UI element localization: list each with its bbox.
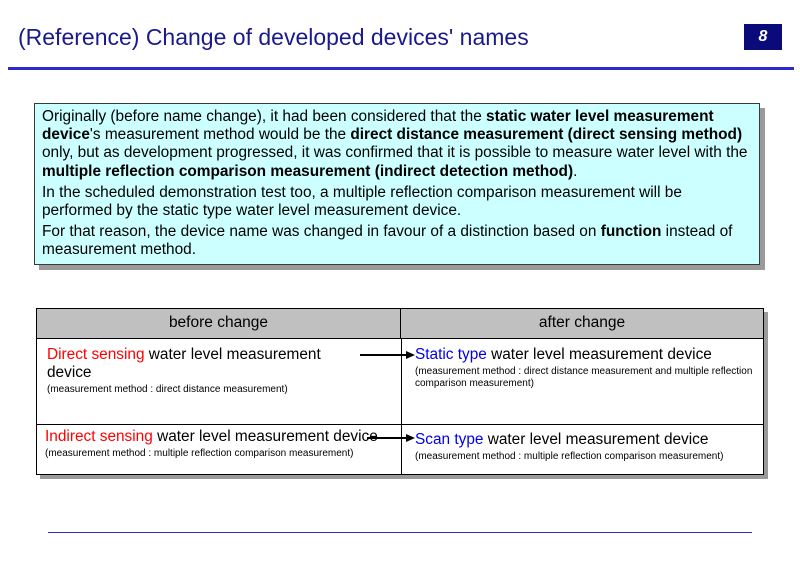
explanation-paragraph-2: In the scheduled demonstration test too, a multiple reflection comparison measurement will be performed by the static type water level measurement device.: [42, 183, 682, 220]
bold-function: function: [600, 223, 662, 241]
bold-indirect-method: multiple reflection comparison measurement (indirect detection method): [42, 162, 574, 180]
row2-before-detail: (measurement method : multiple reflection comparison measurement): [45, 448, 354, 459]
bold-direct-method: direct distance measurement (direct sensing method): [350, 126, 743, 144]
row1-arrow-icon: [360, 350, 415, 360]
explanation-paragraph-3: For that reason, the device name was changed in favour of a distinction based on function instead of measurement method.: [42, 223, 733, 259]
row1-before-detail: (measurement method : direct distance measurement): [47, 384, 288, 395]
row2-before-highlight: Indirect sensing: [45, 428, 153, 445]
row2-arrow-icon: [367, 433, 415, 443]
row1-before-text: water level measurement device: [47, 346, 321, 381]
bold-device-name: static water level measurement device: [42, 108, 714, 144]
row1-after-cell: [415, 346, 755, 390]
name-change-table: [36, 308, 764, 475]
title-divider: [8, 67, 794, 70]
page-number-badge: 8: [744, 24, 782, 50]
footer-divider: [48, 532, 752, 533]
row1-before-highlight: Direct sensing: [47, 346, 145, 363]
page-title: (Reference) Change of developed devices' names: [18, 24, 529, 50]
explanation-box: [34, 103, 760, 265]
explanation-paragraph-1: Originally (before name change), it had been considered that the static water level measurement device's measurement method would be the direct distance measurement (direct sensing method) only, but as development progressed, it was confirmed that it is possible to measure water level with the multiple reflection comparison measurement (indirect detection method).: [42, 108, 748, 180]
row2-after-detail: (measurement method : multiple reflection comparison measurement): [415, 451, 724, 462]
row1-after-text: water level measurement device: [486, 346, 712, 363]
row2-after-highlight: Scan type: [415, 431, 484, 448]
header-before-change: before change: [37, 309, 401, 339]
row1-before-cell: [47, 346, 369, 396]
row2-before-cell: [45, 428, 390, 460]
row1-after-highlight: Static type: [415, 346, 487, 363]
row1-after-detail: (measurement method : direct distance measurement and multiple reflection comparison measurement): [415, 366, 753, 389]
header-after-change: after change: [401, 309, 763, 339]
row2-after-cell: [415, 431, 755, 463]
row2-before-text: water level measurement device: [152, 428, 378, 445]
row2-after-text: water level measurement device: [483, 431, 709, 448]
row-divider: [37, 424, 763, 425]
